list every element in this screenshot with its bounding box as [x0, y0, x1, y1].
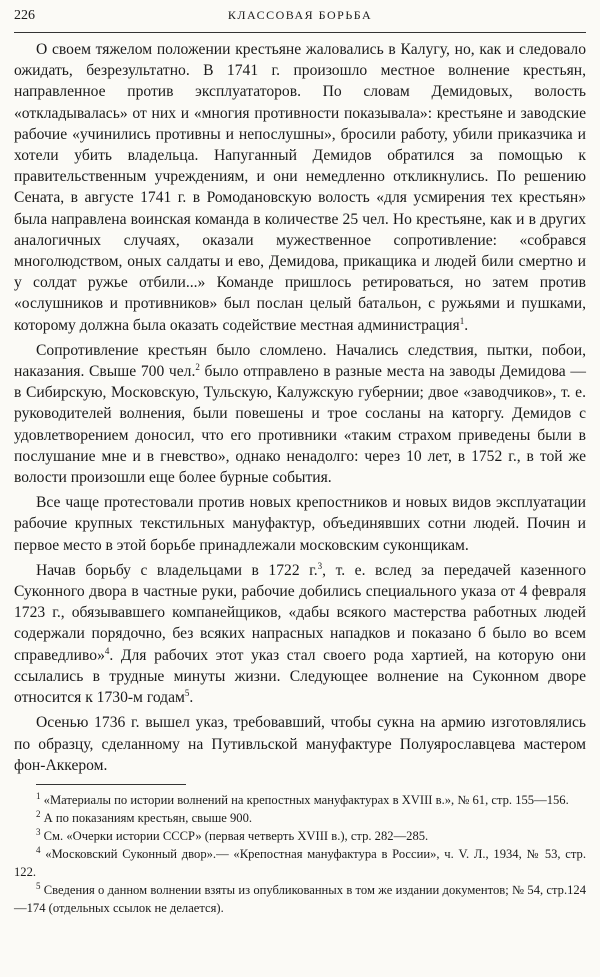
paragraph: [14, 340, 586, 488]
paragraph-text: . Для рабочих этот указ стал своего рода хартией, на которую они ссылались в трудные минуты жизни. Следующее волнение на Суконном дворе относится к 1730-м годам: [14, 646, 586, 707]
paragraph-text: Сопротивление крестьян было сломлено. Начались следствия, пытки, побои, наказания. Свыше 700 чел.: [14, 341, 586, 381]
footnote-marker: 3: [317, 560, 323, 571]
running-title: КЛАССОВАЯ БОРЬБА: [227, 8, 373, 22]
footnotes: [14, 791, 586, 917]
footnote-number: 3: [36, 826, 41, 837]
footnote-text: См. «Очерки истории СССР» (первая четверть XVIII в.), стр. 282—285.: [40, 828, 429, 843]
footnote: [14, 809, 586, 827]
footnote-number: 2: [36, 808, 41, 819]
footnote-text: Сведения о данном волнении взяты из опубликованных в том же издании документов; № 54, стр.124—174 (отдельных ссылок не делается).: [14, 882, 586, 915]
footnote: [14, 827, 586, 845]
paragraph-text: , т. е. вслед за передачей казенного Суконного двора в частные руки, рабочие добились специального указа от 4 февраля 1723 г., обязывавшего компанейщиков, «дабы всякого мастерства работных людей содержали порядочно, без всяких напрасных нападков и показано б было во всем справедливо»: [14, 561, 586, 664]
footnote-number: 4: [36, 844, 41, 855]
paragraph-text: было отправлено в разные места на заводы Демидова — в Сибирскую, Московскую, Тульскую, Калужскую губернии; двое «заводчиков», т. е. руководителей волнения, были повешены и трое сосланы на каторгу. Демидов с удовлетворением доносил, что его противники «таким страхом приведены были в послушание мне и в гневство», однако ненадолго: через 10 лет, в 1752 г., в той же волости произошли еще более бурные события.: [14, 363, 586, 487]
paragraph: [14, 712, 586, 776]
paragraph: [14, 39, 586, 336]
footnote: [14, 845, 586, 881]
footnote: [14, 881, 586, 917]
paragraph-text: .: [189, 689, 194, 707]
page-number: 226: [14, 8, 35, 23]
body-text: [14, 39, 586, 776]
footnote-text: А по показаниям крестьян, свыше 900.: [40, 810, 253, 825]
running-head: [14, 8, 586, 33]
paragraph-text: .: [464, 316, 469, 334]
paragraph: [14, 492, 586, 556]
paragraph: [14, 560, 586, 708]
paragraph-text: Осенью 1736 г. вышел указ, требовавший, чтобы сукна на армию изготовлялись по образцу, сделанному на Путивльской мануфактуре Полуярославцева мастером фон-Аккером.: [14, 714, 586, 774]
footnote-text: «Московский Суконный двор».— «Крепостная мануфактура в России», ч. V. Л., 1934, № 53, стр. 122.: [14, 846, 586, 879]
footnote-marker: 1: [459, 315, 465, 326]
paragraph-text: О своем тяжелом положении крестьяне жаловались в Калугу, но, как и следовало ожидать, безрезультатно. В 1741 г. произошло местное волнение крестьян, направленное против эксплуататоров. По словам Демидовых, волость «откладывалась» от них и «многия противности показывала»: крестьяне и заводские рабочие «учинились противны и непослушны», бросили работу, убили приказчика и хотели убить владельца. Напуганный Демидов обратился за помощью к правительственным учреждениям, и они немедленно откликнулись. По решению Сената, в августе 1741 г. в Ромодановскую волость «для усмирения тех крестьян» была направлена воинская команда в количестве 25 чел. Но крестьяне, как и в других аналогичных случаях, оказали мужественное сопротивление: «собрався многолюдством, оных салдаты и ево, Демидова, прикащика и людей били смертно и у солдат ружье отбили...» Команде пришлось ретироваться, но затем против «ослушников и противников» был послан целый батальон, с ружьями и пушками, которому должна была оказать содействие местная администрация: [14, 41, 586, 334]
paragraph-text: Начав борьбу с владельцами в 1722 г.: [36, 561, 318, 579]
footnote: [14, 791, 586, 809]
footnote-number: 5: [36, 880, 41, 891]
page: [14, 8, 586, 917]
footnote-marker: 4: [104, 645, 110, 656]
footnote-number: 1: [36, 790, 41, 801]
footnote-marker: 2: [195, 361, 200, 372]
paragraph-text: Все чаще протестовали против новых крепостников и новых видов эксплуатации рабочие крупных текстильных мануфактур, объединявших сотни людей. Почин и первое место в этой борьбе принадлежали московским суконщикам.: [14, 494, 586, 554]
footnote-marker: 5: [184, 687, 190, 698]
footnote-text: «Материалы по истории волнений на крепостных мануфактурах в XVIII в.», № 61, стр. 155—156.: [40, 792, 569, 807]
footnote-rule: [36, 784, 186, 785]
